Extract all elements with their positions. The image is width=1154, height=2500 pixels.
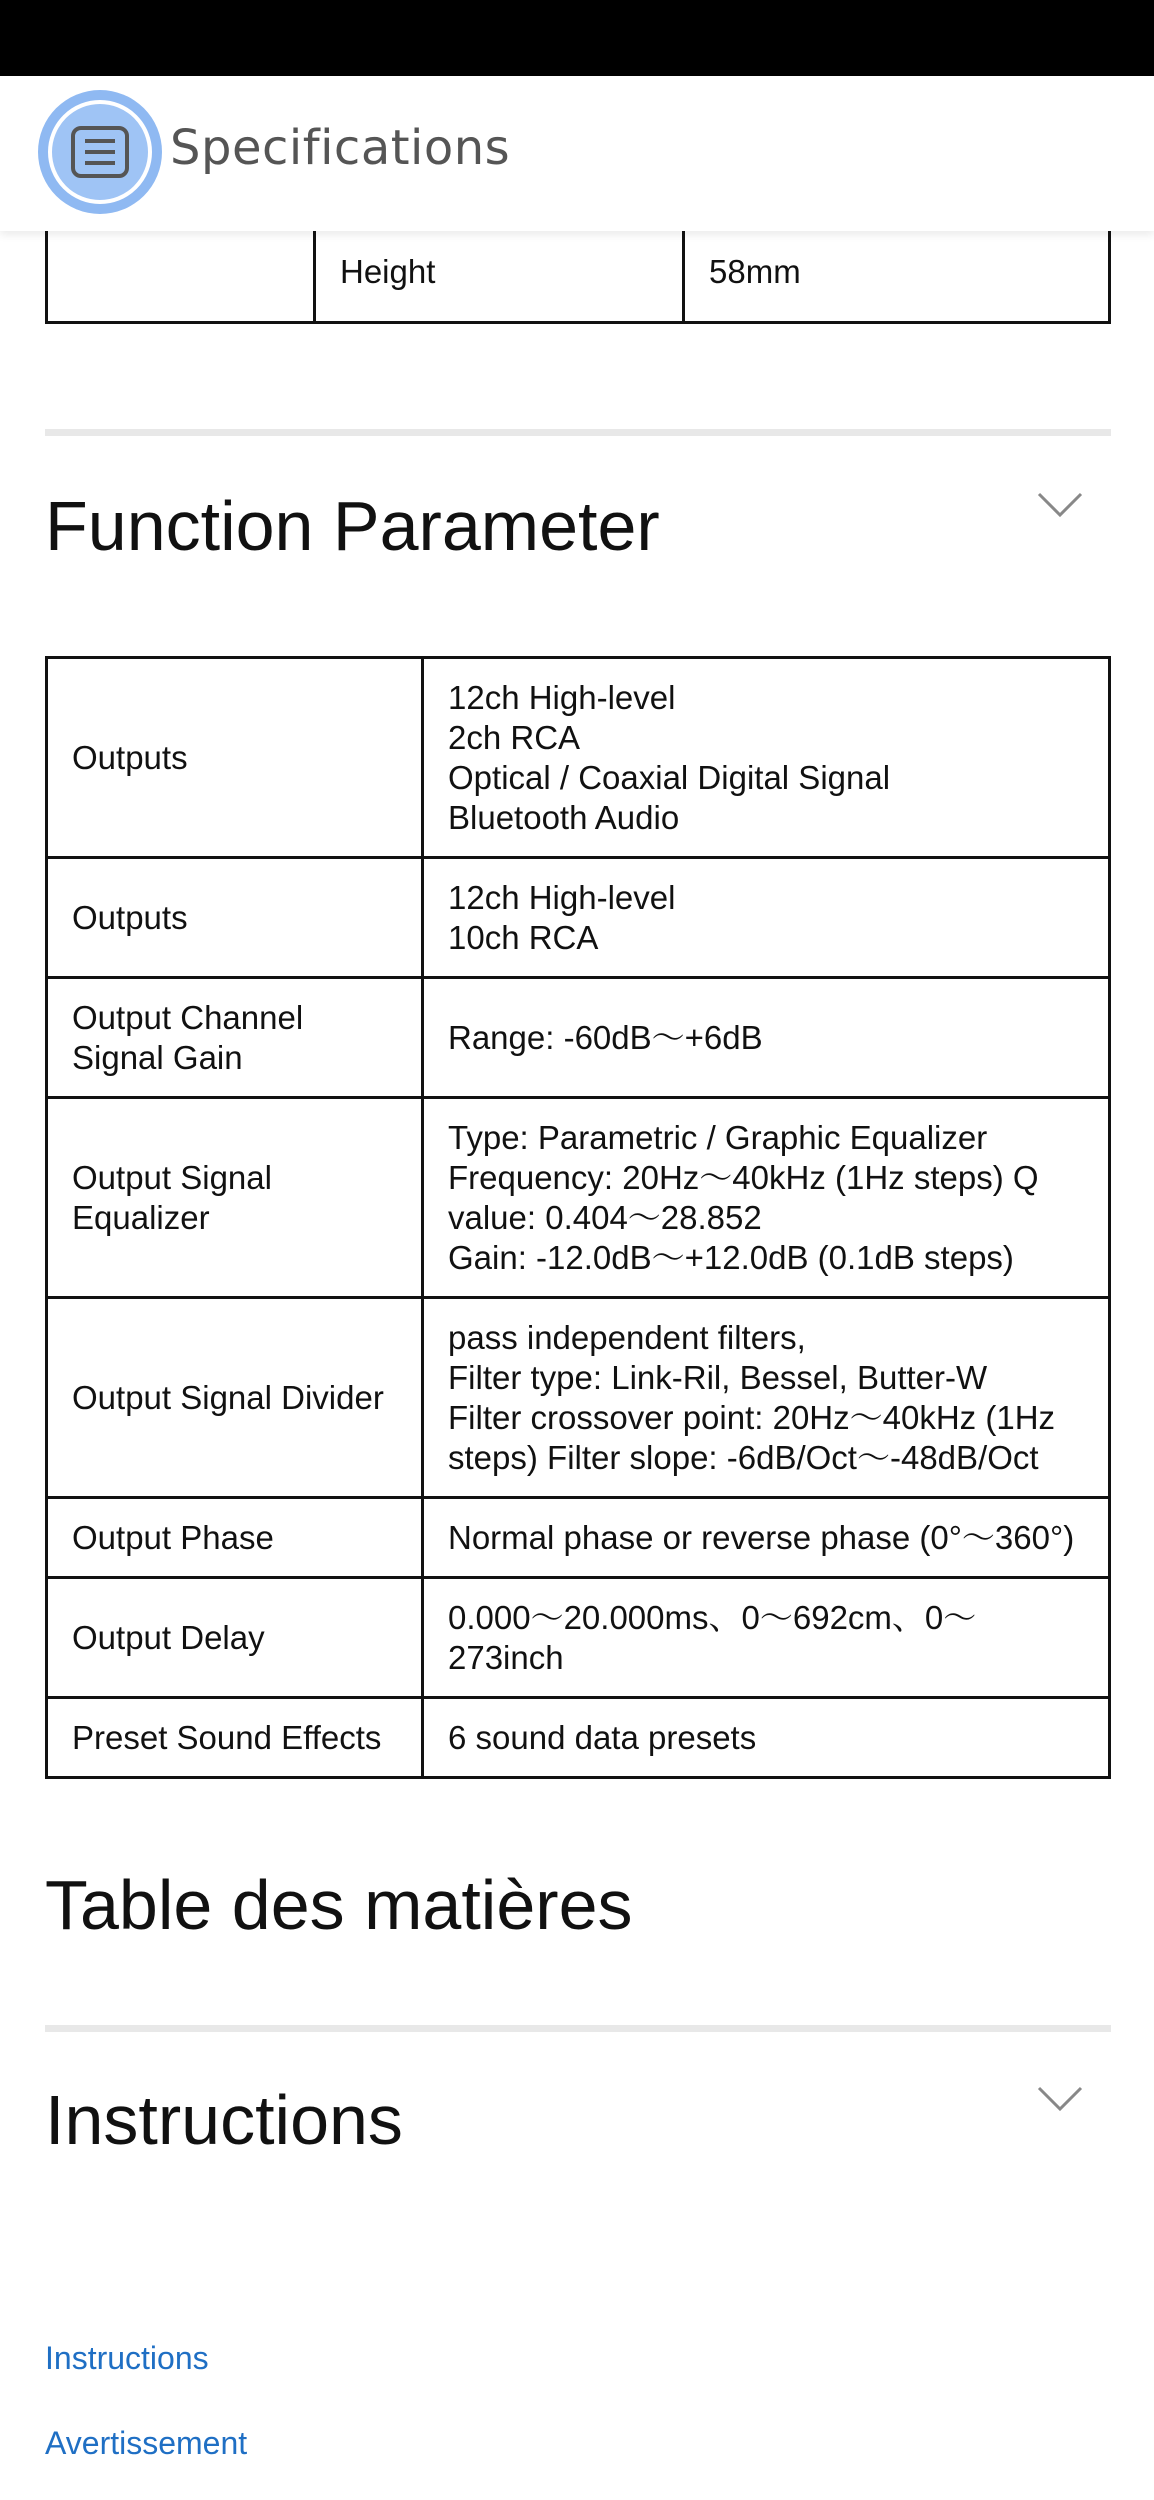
parameter-label	[47, 978, 423, 1098]
value-line: Normal phase or reverse phase (0°～360°)	[448, 1518, 1075, 1556]
chevron-down-icon[interactable]	[1036, 490, 1084, 520]
value-line: value: 0.404～28.852	[448, 1198, 762, 1236]
function-parameter-table	[45, 656, 1111, 1779]
section-divider	[45, 2025, 1111, 2032]
value-line: steps) Filter slope: -6dB/Oct～-48dB/Oct	[448, 1438, 1039, 1476]
parameter-label	[47, 1298, 423, 1498]
parameter-value	[423, 1298, 1110, 1498]
value-line: 2ch RCA	[448, 718, 581, 756]
label-line: Output Channel	[72, 998, 304, 1036]
value-line: Gain: -12.0dB～+12.0dB (0.1dB steps)	[448, 1238, 1014, 1276]
value-line: 273inch	[448, 1638, 564, 1676]
table-row	[47, 1498, 1110, 1578]
label-line: Preset Sound Effects	[72, 1718, 382, 1756]
value-line: 0.000～20.000ms、0～692cm、0～	[448, 1598, 977, 1636]
app-header	[0, 76, 1154, 231]
parameter-value	[423, 858, 1110, 978]
value-line: 10ch RCA	[448, 918, 599, 956]
parameter-value	[423, 658, 1110, 858]
parameter-label	[47, 1498, 423, 1578]
parameter-label	[47, 1578, 423, 1698]
table-row	[47, 1098, 1110, 1298]
label-line: Output Signal	[72, 1158, 272, 1196]
chevron-down-icon[interactable]	[1036, 2084, 1084, 2114]
value-line: Optical / Coaxial Digital Signal	[448, 758, 891, 796]
table-row	[47, 222, 1110, 323]
table-row	[47, 1578, 1110, 1698]
label-line: Signal Gain	[72, 1038, 243, 1076]
parameter-label	[47, 1698, 423, 1778]
table-row	[47, 1298, 1110, 1498]
link-instructions[interactable]: Instructions	[45, 2340, 209, 2376]
parameter-label	[47, 658, 423, 858]
table-cell: 58mm	[684, 222, 1110, 323]
table-cell	[47, 222, 315, 323]
parameter-label	[47, 858, 423, 978]
table-row	[47, 1698, 1110, 1778]
value-line: pass independent filters,	[448, 1318, 806, 1356]
value-line: 12ch High-level	[448, 878, 676, 916]
value-line: 6 sound data presets	[448, 1718, 757, 1756]
table-row	[47, 858, 1110, 978]
table-row	[47, 658, 1110, 858]
parameter-value	[423, 1578, 1110, 1698]
page-title: Specifications	[170, 120, 511, 176]
link-avertissement[interactable]: Avertissement	[45, 2425, 248, 2461]
label-line: Equalizer	[72, 1198, 210, 1236]
label-line: Output Phase	[72, 1518, 274, 1556]
value-line: Filter crossover point: 20Hz～40kHz (1Hz	[448, 1398, 1056, 1436]
value-line: Frequency: 20Hz～40kHz (1Hz steps) Q	[448, 1158, 1039, 1196]
value-line: Range: -60dB～+6dB	[448, 1018, 763, 1056]
parameter-value	[423, 1498, 1110, 1578]
parameter-value	[423, 978, 1110, 1098]
label-line: Output Delay	[72, 1618, 265, 1656]
toc-heading: Table des matières	[45, 1866, 633, 1944]
table-cell: Height	[315, 222, 684, 323]
value-line: Filter type: Link-Ril, Bessel, Butter-W	[448, 1358, 988, 1396]
parameter-label	[47, 1098, 423, 1298]
status-bar	[0, 0, 1154, 76]
table-row	[47, 978, 1110, 1098]
value-line: Bluetooth Audio	[448, 798, 680, 836]
list-icon[interactable]	[38, 90, 162, 214]
value-line: 12ch High-level	[448, 678, 676, 716]
value-line: Type: Parametric / Graphic Equalizer	[448, 1118, 988, 1156]
function-parameter-heading[interactable]: Function Parameter	[45, 487, 660, 565]
label-line: Outputs	[72, 738, 188, 776]
dimensions-table	[45, 220, 1111, 324]
label-line: Output Signal Divider	[72, 1378, 384, 1416]
label-line: Outputs	[72, 898, 188, 936]
instructions-heading[interactable]: Instructions	[45, 2081, 403, 2159]
parameter-value	[423, 1098, 1110, 1298]
parameter-value	[423, 1698, 1110, 1778]
section-divider	[45, 429, 1111, 436]
